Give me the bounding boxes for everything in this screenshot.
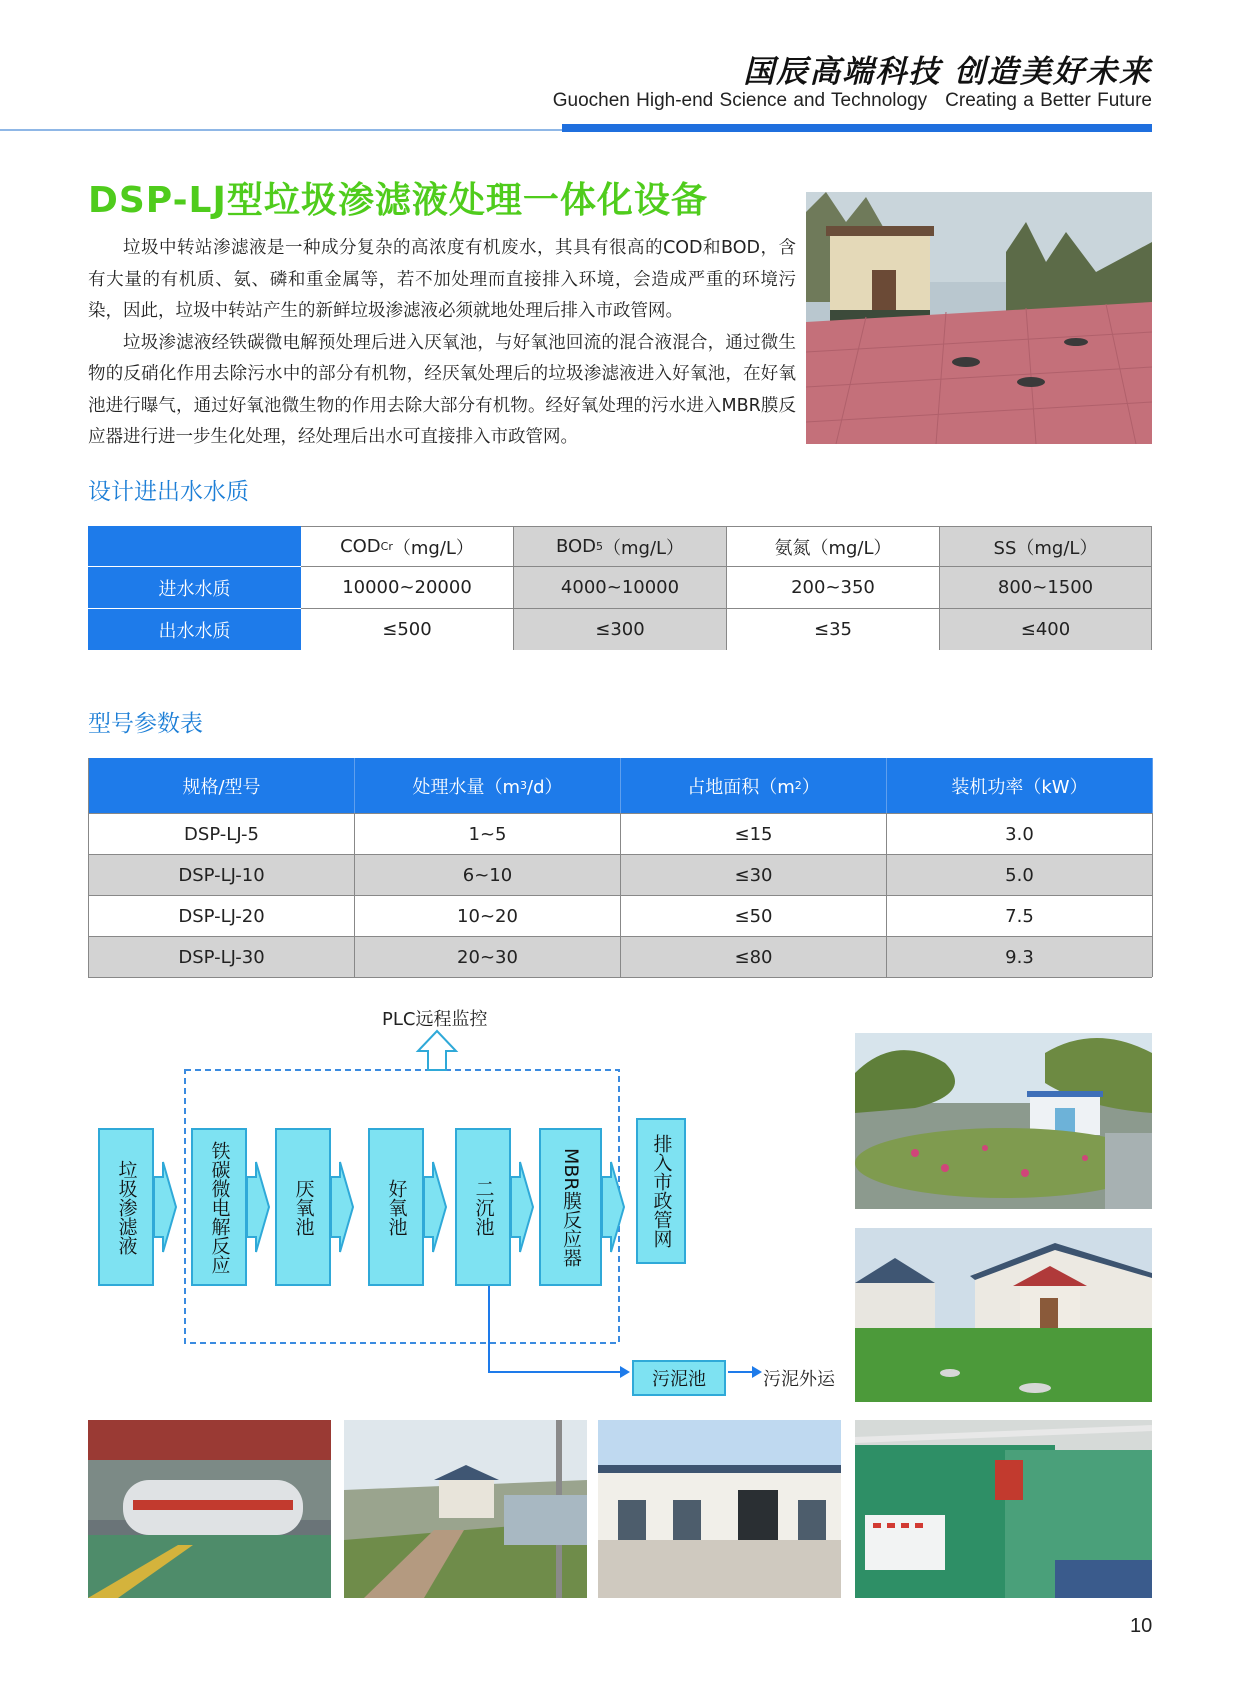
photo-compound-buildings xyxy=(598,1420,841,1598)
header-slogan-en-2: Creating a Better Future xyxy=(945,90,1152,111)
intro-text xyxy=(88,233,796,454)
cell-model: DSP-LJ-20 xyxy=(89,895,355,936)
cell-model: DSP-LJ-30 xyxy=(89,936,355,977)
header-flow: 处理水量（m 3 /d） xyxy=(355,758,621,813)
intro-paragraph-1: 垃圾中转站渗滤液是一种成分复杂的高浓度有机废水，其具有很高的COD和BOD，含有大量的有机质、氨、磷和重金属等，若不加处理而直接排入环境，会造成严重的环境污染，因此，垃圾中转站产生的新鲜垃圾渗滤液必须就地处理后排入市政管网。 xyxy=(88,238,796,321)
section-title-water-quality: 设计进出水水质 xyxy=(88,479,249,505)
photo-garden-station xyxy=(855,1033,1152,1209)
header-power: 装机功率（kW） xyxy=(887,758,1153,813)
cell-outflow-ss: ≤400 xyxy=(940,608,1152,650)
header-slogan-cn: 国辰高端科技 创造美好未来 xyxy=(743,54,1152,90)
sludge-arrow-head xyxy=(620,1366,630,1378)
cell-outflow-bod: ≤300 xyxy=(514,608,727,650)
cell-flow: 10~20 xyxy=(355,895,621,936)
flow-arrow-1 xyxy=(154,1162,176,1252)
photo-green-equipment xyxy=(855,1420,1152,1598)
sludge-tank: 污泥池 xyxy=(632,1360,726,1396)
header-nh3: 氨氮（mg/L） xyxy=(727,526,940,566)
cell-flow: 1~5 xyxy=(355,813,621,854)
flow-arrow-6 xyxy=(602,1162,624,1252)
cell-inflow-bod: 4000~10000 xyxy=(514,566,727,608)
header-model: 规格/型号 xyxy=(89,758,355,813)
cell-area: ≤50 xyxy=(621,895,887,936)
cell-flow: 6~10 xyxy=(355,854,621,895)
flow-arrow-4 xyxy=(424,1162,446,1252)
cell-flow: 20~30 xyxy=(355,936,621,977)
cell-power: 5.0 xyxy=(887,854,1153,895)
row-label-outflow: 出水水质 xyxy=(88,608,301,650)
header-slogan-en xyxy=(553,90,1152,112)
cell-area: ≤80 xyxy=(621,936,887,977)
header-accent-bar xyxy=(562,124,1152,132)
intro-paragraph-2: 垃圾渗滤液经铁碳微电解预处理后进入厌氧池，与好氧池回流的混合液混合，通过微生物的反硝化作用去除污水中的部分有机物，经厌氧处理后的垃圾渗滤液进入好氧池，在好氧池进行曝气，通过好氧池微生物的作用去除大部分有机物。经好氧处理的污水进入MBR膜反应器进行进一步生化处理，经处理后出水可直接排入市政管网。 xyxy=(88,332,796,447)
table-header-corner xyxy=(88,526,301,566)
page-title: DSP-LJ型垃圾渗滤液处理一体化设备 xyxy=(88,180,708,221)
section-title-models: 型号参数表 xyxy=(88,711,203,737)
header-ss: SS（mg/L） xyxy=(940,526,1152,566)
flow-arrow-3 xyxy=(331,1162,353,1252)
flow-arrow-2 xyxy=(247,1162,269,1252)
sludge-line xyxy=(489,1286,620,1372)
header-area: 占地面积（m 2 ） xyxy=(621,758,887,813)
cell-area: ≤30 xyxy=(621,854,887,895)
cell-inflow-nh3: 200~350 xyxy=(727,566,940,608)
sludge-out-arrow-head xyxy=(752,1366,762,1378)
flow-step-leachate: 垃圾渗滤液 xyxy=(98,1128,154,1286)
cell-power: 7.5 xyxy=(887,895,1153,936)
flow-step-micro-electrolysis: 铁碳微电解反应 xyxy=(191,1128,247,1286)
flow-step-aerobic: 好氧池 xyxy=(368,1128,424,1286)
flow-step-municipal: 排入市政管网 xyxy=(636,1118,686,1264)
row-label-inflow: 进水水质 xyxy=(88,566,301,608)
page-number: 10 xyxy=(1130,1615,1153,1637)
flow-step-anaerobic: 厌氧池 xyxy=(275,1128,331,1286)
header-slogan-en-1: Guochen High-end Science and Technology xyxy=(552,90,928,111)
cell-power: 9.3 xyxy=(887,936,1153,977)
header-bod: BOD 5 （mg/L） xyxy=(514,526,727,566)
photo-roadside-station xyxy=(344,1420,587,1598)
photo-station-buildings xyxy=(855,1228,1152,1402)
photo-pump-house-plaza xyxy=(806,192,1152,444)
photo-tank-workshop xyxy=(88,1420,331,1598)
plc-up-arrow xyxy=(418,1031,456,1070)
cell-power: 3.0 xyxy=(887,813,1153,854)
cell-outflow-nh3: ≤35 xyxy=(727,608,940,650)
cell-inflow-cod: 10000~20000 xyxy=(301,566,514,608)
water-quality-table xyxy=(88,526,1152,650)
model-table xyxy=(88,758,1152,978)
header-cod: COD Cr （mg/L） xyxy=(301,526,514,566)
cell-inflow-ss: 800~1500 xyxy=(940,566,1152,608)
cell-model: DSP-LJ-5 xyxy=(89,813,355,854)
flow-step-secondary-settling: 二沉池 xyxy=(455,1128,511,1286)
plc-label: PLC远程监控 xyxy=(382,1009,488,1030)
cell-outflow-cod: ≤500 xyxy=(301,608,514,650)
flow-arrow-5 xyxy=(511,1162,533,1252)
sludge-transport-label: 污泥外运 xyxy=(763,1369,835,1390)
cell-model: DSP-LJ-10 xyxy=(89,854,355,895)
flow-step-mbr: MBR膜反应器 xyxy=(539,1128,602,1286)
cell-area: ≤15 xyxy=(621,813,887,854)
